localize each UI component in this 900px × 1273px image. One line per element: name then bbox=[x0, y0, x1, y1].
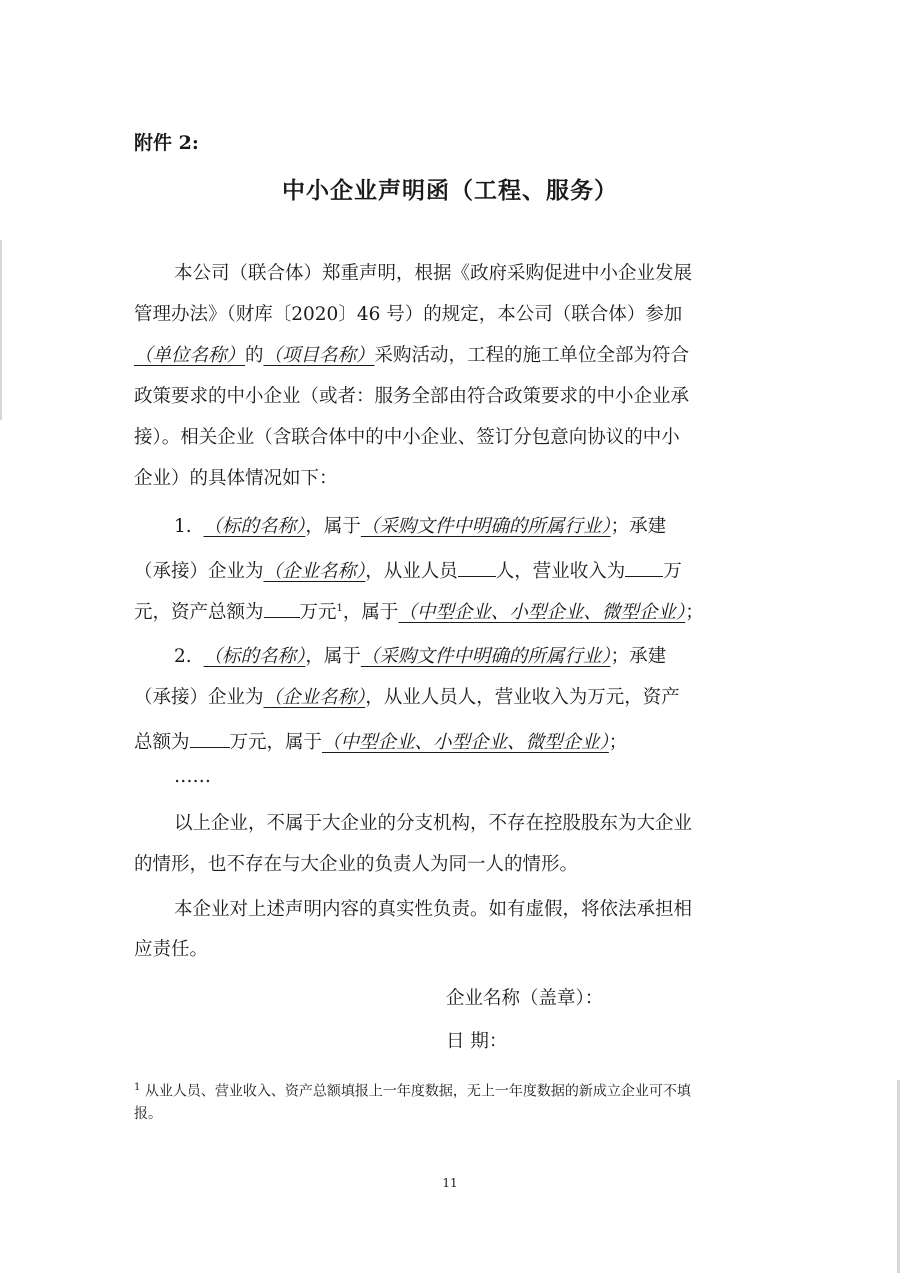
para1-line3: （单位名称）的（项目名称）采购活动，工程的施工单位全部为符合 bbox=[134, 345, 690, 366]
para1-line5: 接）。相关企业（含联合体中的中小企业、签订分包意向协议的中小 bbox=[134, 427, 680, 448]
item1-line1: 1. （标的名称），属于（采购文件中明确的所属行业）；承建 bbox=[174, 516, 667, 537]
para3-line1: 本企业对上述声明内容的真实性负责。如有虚假，将依法承担相 bbox=[174, 899, 693, 920]
company-seal-label: 企业名称（盖章）： bbox=[446, 988, 604, 1009]
project-name-field: （项目名称） bbox=[263, 345, 375, 366]
para2-line2: 的情形，也不存在与大企业的负责人为同一人的情形。 bbox=[134, 854, 579, 875]
footnote-ref: 1 bbox=[336, 603, 343, 614]
para1-line6: 企业）的具体情况如下： bbox=[134, 468, 338, 489]
item2-company-field: （企业名称） bbox=[263, 687, 366, 708]
item2-assets-blank bbox=[190, 727, 230, 748]
item1-industry-field: （采购文件中明确的所属行业） bbox=[360, 516, 611, 537]
date-label: 日 期： bbox=[446, 1031, 508, 1052]
item1-assets-blank bbox=[264, 597, 300, 618]
item1-company-field: （企业名称） bbox=[263, 561, 366, 582]
item1-staff-blank bbox=[458, 556, 496, 577]
para2-line1: 以上企业，不属于大企业的分支机构，不存在控股股东为大企业 bbox=[174, 813, 693, 834]
item2-size-field: （中型企业、小型企业、微型企业） bbox=[322, 732, 609, 753]
item2-line3: 总额为 万元，属于（中型企业、小型企业、微型企业）； bbox=[134, 727, 774, 755]
item1-subject-field: （标的名称） bbox=[203, 516, 306, 537]
page-number: 11 bbox=[442, 1176, 458, 1190]
item2-industry-field: （采购文件中明确的所属行业） bbox=[360, 646, 611, 667]
page-title: 中小企业声明函（工程、服务） bbox=[282, 177, 618, 204]
item2-subject-field: （标的名称） bbox=[203, 646, 306, 667]
para1-line2: 管理办法》（财库〔2020〕46 号）的规定，本公司（联合体）参加 bbox=[134, 304, 683, 325]
para3-line2: 应责任。 bbox=[134, 939, 209, 960]
item2-line2: （承接）企业为（企业名称），从业人员人，营业收入为万元，资产 bbox=[134, 687, 680, 708]
para1-line1: 本公司（联合体）郑重声明，根据《政府采购促进中小企业发展 bbox=[174, 263, 693, 284]
item2-line1: 2. （标的名称），属于（采购文件中明确的所属行业）；承建 bbox=[174, 646, 667, 667]
footnote-line2: 报。 bbox=[134, 1106, 162, 1122]
item1-revenue-blank bbox=[625, 556, 663, 577]
attachment-label: 附件 2: bbox=[134, 132, 199, 154]
footnote-line1: $^1$ 从业人员、营业收入、资产总额填报上一年度数据，无上一年度数据的新成立企业可不填 bbox=[134, 1082, 691, 1100]
item1-line2: （承接）企业为（企业名称），从业人员 人，营业收入为 万 bbox=[134, 556, 774, 584]
scan-edge-left bbox=[0, 240, 2, 420]
item1-line3: 元，资产总额为 万元$^1$，属于（中型企业、小型企业、微型企业）； bbox=[134, 597, 774, 625]
para1-line4: 政策要求的中小企业（或者：服务全部由符合政策要求的中小企业承 bbox=[134, 386, 690, 407]
item1-size-field: （中型企业、小型企业、微型企业） bbox=[398, 602, 686, 624]
ellipsis: …… bbox=[174, 766, 211, 787]
unit-name-field: （单位名称） bbox=[134, 345, 246, 366]
